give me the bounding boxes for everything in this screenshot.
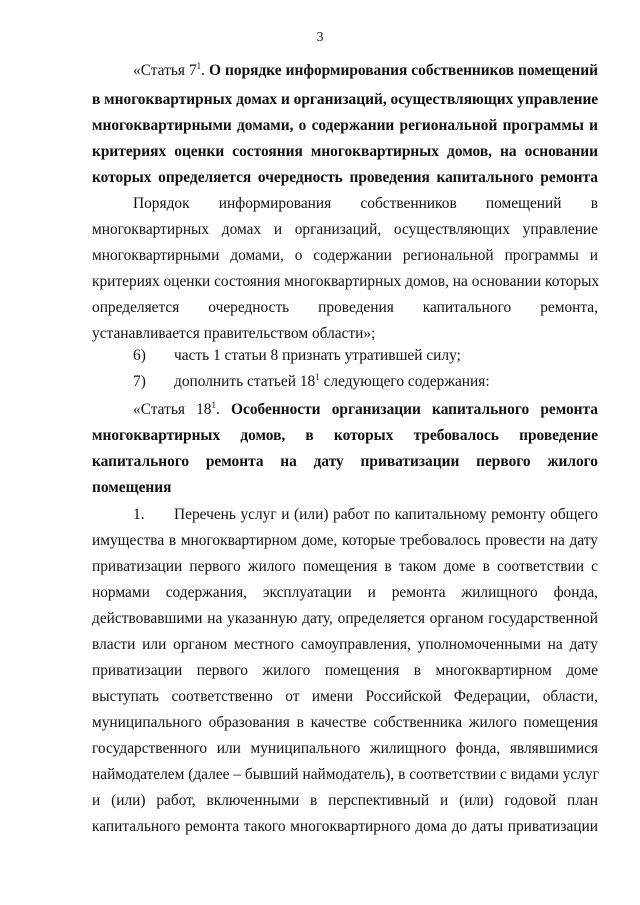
article-7-1-dot: . <box>201 62 210 79</box>
article-7-1-body-line: критериях оценки состояния многоквартирных домов, на основании которых <box>92 273 600 290</box>
article-7-1-prefix: «Статья 7 <box>133 62 197 79</box>
article-7-1-body-line: многоквартирными домами, о содержании региональной программы и <box>92 247 598 264</box>
article-18-1-heading-line: капитального ремонта на дату приватизации первого жилого <box>92 453 598 470</box>
article-18-1-dot: . <box>216 401 232 418</box>
article-7-1-body-line: многоквартирных домах и организаций, осуществляющих управление <box>92 221 598 238</box>
point-1-line: имущества в многоквартирном доме, которые требовалось провести на дату <box>92 532 598 549</box>
article-7-1-heading-line: многоквартирными домами, о содержании региональной программы и <box>92 117 598 134</box>
article-18-1-heading-line: многоквартирных домов, в которых требовалось проведение <box>92 427 598 444</box>
item-6-text: часть 1 статьи 8 признать утратившей силу; <box>174 347 461 364</box>
article-18-1-heading-line: помещения <box>92 479 172 496</box>
page-number: 3 <box>316 30 324 45</box>
point-1-line: приватизации первого жилого помещения в таком доме в соответствии с <box>92 558 598 575</box>
point-1-line: муниципального образования в качестве собственника жилого помещения <box>92 714 598 731</box>
item-7-text <box>174 369 490 395</box>
point-1-line: действовавшими на указанную дату, определяется органом государственной <box>92 610 598 627</box>
item-7-text-after: следующего содержания: <box>319 373 490 390</box>
item-7-number: 7) <box>133 373 146 390</box>
article-18-1-sup: 1 <box>211 400 216 410</box>
article-7-1-sup: 1 <box>196 61 202 71</box>
article-18-1-heading-line <box>133 397 598 423</box>
point-1-line: наймодателем (далее – бывший наймодатель), в соответствии с видами услуг <box>92 766 599 783</box>
point-1-line: государственного или муниципального жилищного фонда, являвшимися <box>92 740 598 757</box>
article-18-1-heading-first: Особенности организации капитального ремонта <box>231 401 598 418</box>
item-7-text-before: дополнить статьей 18 <box>174 373 316 390</box>
point-1-line: и (или) работ, включенными в перспективный и (или) годовой план <box>92 792 598 809</box>
article-7-1-body-line: устанавливается правительством области»; <box>92 325 376 342</box>
point-1-line: капитального ремонта такого многоквартирного дома до даты приватизации <box>92 818 598 835</box>
point-1-line: приватизации первого жилого помещения в многоквартирном доме <box>92 662 598 679</box>
point-1-line: выступать соответственно от имени Российской Федерации, области, <box>92 688 598 705</box>
point-1-number: 1. <box>133 506 145 523</box>
article-18-1-prefix: «Статья 18 <box>133 401 212 418</box>
article-7-1-heading-line: критериях оценки состояния многоквартирных домов, на основании <box>92 143 598 160</box>
point-1-first-line: Перечень услуг и (или) работ по капитальному ремонту общего <box>174 506 598 523</box>
article-7-1-heading-line <box>133 58 598 84</box>
item-7-sup: 1 <box>315 372 320 382</box>
point-1-line: нормами содержания, эксплуатации и ремонта жилищного фонда, <box>92 584 598 601</box>
article-7-1-heading-first: О порядке информирования собственников помещений <box>209 62 598 79</box>
point-1-line: власти или органом местного самоуправления, уполномоченными на дату <box>92 636 598 653</box>
article-7-1-heading-line: которых определяется очередность проведения капитального ремонта <box>92 169 598 186</box>
article-7-1-body-line: Порядок информирования собственников помещений в <box>133 195 598 212</box>
article-7-1-body-line: определяется очередность проведения капитального ремонта, <box>92 299 598 316</box>
item-6-number: 6) <box>133 347 146 364</box>
article-7-1-heading-line: в многоквартирных домах и организаций, осуществляющих управление <box>92 91 599 108</box>
